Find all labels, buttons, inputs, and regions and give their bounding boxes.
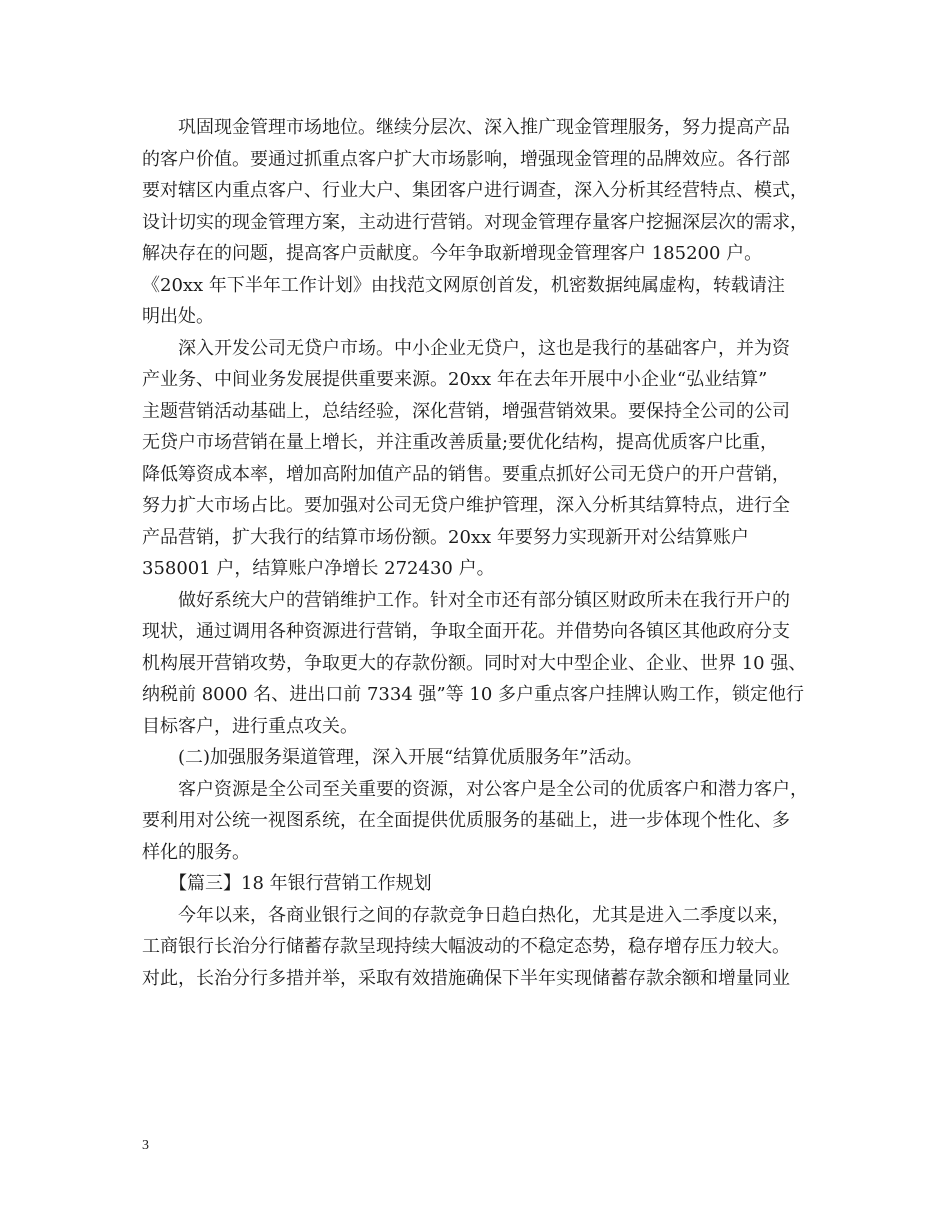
text-line: 目标客户，进行重点攻关。 bbox=[142, 715, 358, 737]
text-line: 纳税前 8000 名、进出口前 7334 强”等 10 多户重点客户挂牌认购工作，锁定他行 bbox=[142, 684, 805, 705]
text-line: 对此，长治分行多措并举，采取有效措施确保下半年实现储蓄存款余额和增量同业 bbox=[142, 967, 790, 989]
document-body bbox=[142, 112, 822, 994]
text-line: (二)加强服务渠道管理，深入开展“结算优质服务年”活动。 bbox=[142, 747, 643, 768]
text-line: 工商银行长治分行储蓄存款呈现持续大幅波动的不稳定态势，稳存增存压力较大。 bbox=[142, 936, 790, 957]
text-line: 客户资源是全公司至关重要的资源，对公客户是全公司的优质客户和潜力客户， bbox=[142, 778, 808, 800]
text-line: 358001 户，结算账户净增长 272430 户。 bbox=[142, 558, 495, 579]
text-line: 解决存在的问题，提高客户贡献度。今年争取新增现金管理客户 185200 户。 bbox=[142, 243, 763, 264]
paragraph bbox=[142, 868, 822, 900]
text-line: 深入开发公司无贷户市场。中小企业无贷户，这也是我行的基础客户，并为资 bbox=[142, 337, 790, 359]
text-line: 明出处。 bbox=[142, 306, 214, 327]
text-line: 今年以来，各商业银行之间的存款竞争日趋白热化，尤其是进入二季度以来， bbox=[142, 904, 790, 926]
text-line: 机构展开营销攻势，争取更大的存款份额。同时对大中型企业、企业、世界 10 强、 bbox=[142, 652, 807, 674]
paragraph bbox=[142, 742, 822, 774]
text-line: 产品营销，扩大我行的结算市场份额。20xx 年要努力实现新开对公结算账户 bbox=[142, 526, 749, 548]
paragraph bbox=[142, 774, 822, 869]
text-line: 无贷户市场营销在量上增长，并注重改善质量;要优化结构，提高优质客户比重， bbox=[142, 432, 779, 453]
text-line: 样化的服务。 bbox=[142, 841, 250, 863]
text-line: 的客户价值。要通过抓重点客户扩大市场影响，增强现金管理的品牌效应。各行部 bbox=[142, 148, 790, 170]
paragraph bbox=[142, 900, 822, 995]
text-line: 要对辖区内重点客户、行业大户、集团客户进行调查，深入分析其经营特点、模式， bbox=[142, 180, 808, 201]
text-line: 努力扩大市场占比。要加强对公司无贷户维护管理，深入分析其结算特点，进行全 bbox=[142, 495, 790, 516]
text-line: 巩固现金管理市场地位。继续分层次、深入推广现金管理服务，努力提高产品 bbox=[142, 117, 790, 138]
text-line: 降低筹资成本率，增加高附加值产品的销售。要重点抓好公司无贷户的开户营销， bbox=[142, 463, 790, 485]
text-line: 现状，通过调用各种资源进行营销，争取全面开花。并借势向各镇区其他政府分支 bbox=[142, 621, 790, 642]
text-line: 产业务、中间业务发展提供重要来源。20xx 年在去年开展中小企业“弘业结算” bbox=[142, 369, 768, 390]
text-line: 设计切实的现金管理方案，主动进行营销。对现金管理存量客户挖掘深层次的需求， bbox=[142, 211, 808, 233]
paragraph bbox=[142, 333, 822, 585]
text-line: 做好系统大户的营销维护工作。针对全市还有部分镇区财政所未在我行开户的 bbox=[142, 589, 790, 611]
text-line: 要利用对公统一视图系统，在全面提供优质服务的基础上，进一步体现个性化、多 bbox=[142, 810, 790, 831]
text-line: 主题营销活动基础上，总结经验，深化营销，增强营销效果。要保持全公司的公司 bbox=[142, 400, 790, 422]
paragraph bbox=[142, 112, 822, 333]
text-line: 【篇三】18 年银行营销工作规划 bbox=[142, 873, 432, 894]
page-number: 3 bbox=[142, 1138, 149, 1153]
text-line: 《20xx 年下半年工作计划》由找范文网原创首发，机密数据纯属虚构，转载请注 bbox=[142, 274, 785, 296]
paragraph bbox=[142, 585, 822, 743]
